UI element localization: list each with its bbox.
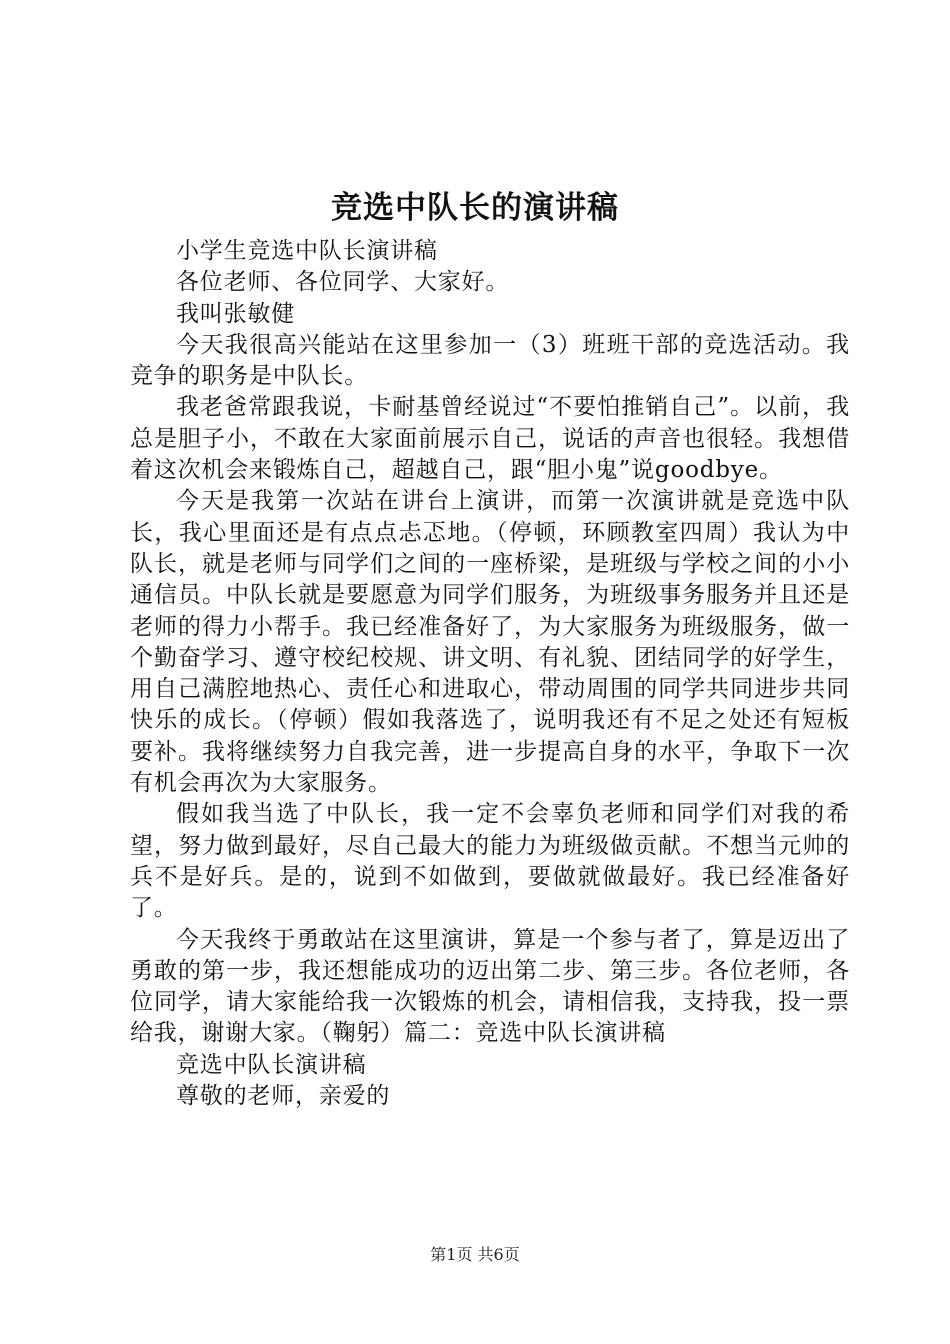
paragraph: 我老爸常跟我说，卡耐基曾经说过“不要怕推销自己”。以前，我总是胆子小，不敢在大家面前展示自己，说话的声音也很轻。我想借着这次机会来锻炼自己，超越自己，跟“胆小鬼”说goodbye。 [130, 394, 850, 484]
document-body [130, 236, 850, 1112]
page-footer: 第1页 共6页 [430, 1245, 520, 1264]
paragraph: 竞选中队长演讲稿 [176, 1051, 367, 1078]
paragraph: 尊敬的老师，亲爱的 [176, 1083, 391, 1110]
paragraph: 小学生竞选中队长演讲稿 [176, 238, 438, 264]
paragraph: 假如我当选了中队长，我一定不会辜负老师和同学们对我的希望，努力做到最好，尽自己最大的能力为班级做贡献。不想当元帅的兵不是好兵。是的，说到不如做到，要做就做最好。我已经准备好了。 [130, 801, 850, 922]
paragraph: 各位老师、各位同学、大家好。 [176, 269, 510, 296]
paragraph: 我叫张敏健 [176, 300, 295, 327]
paragraph: 今天我很高兴能站在这里参加一（3）班班干部的竞选活动。我竞争的职务是中队长。 [130, 331, 850, 390]
paragraph: 今天我终于勇敢站在这里演讲，算是一个参与者了，算是迈出了勇敢的第一步，我还想能成功的迈出第二步、第三步。各位老师，各位同学，请大家能给我一次锻炼的机会，请相信我，支持我，投一票给我，谢谢大家。（鞠躬）篇二：竞选中队长演讲稿 [130, 926, 850, 1047]
document-title: 竞选中队长的演讲稿 [331, 190, 619, 226]
paragraph: 今天是我第一次站在讲台上演讲，而第一次演讲就是竞选中队长，我心里面还是有点点忐忑地。（停顿，环顾教室四周）我认为中队长，就是老师与同学们之间的一座桥梁，是班级与学校之间的小小通信员。中队长就是要愿意为同学们服务，为班级事务服务并且还是老师的得力小帮手。我已经准备好了，为大家服务为班级服务，做一个勤奋学习、遵守校纪校规、讲文明、有礼貌、团结同学的好学生，用自己满腔地热心、责任心和进取心，带动周围的同学共同进步共同快乐的成长。（停顿）假如我落选了，说明我还有不足之处还有短板要补。我将继续努力自我完善，进一步提高自身的水平，争取下一次有机会再次为大家服务。 [130, 488, 850, 797]
